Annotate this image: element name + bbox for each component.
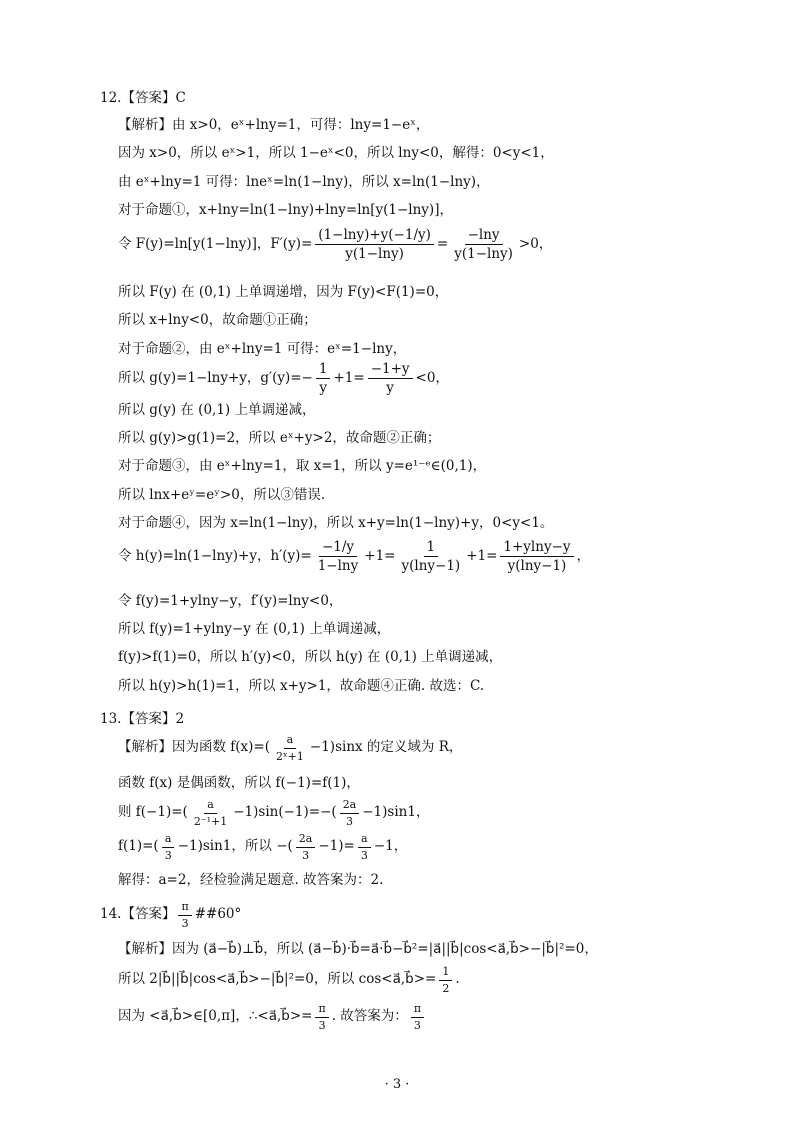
fraction-numerator: 1	[316, 362, 331, 379]
text: 令 h(y)=ln(1−lny)+y，h′(y)=	[118, 547, 312, 564]
fraction	[439, 966, 452, 994]
fraction	[315, 540, 362, 573]
text: 函数 f(x) 是偶函数，所以 f(−1)=f(1)，	[118, 775, 360, 791]
p14-line-2	[118, 966, 460, 994]
answer-text: 14.【答案】	[100, 906, 176, 923]
answer-text: 12.【答案】C	[100, 90, 186, 106]
fraction-denominator: 3	[302, 848, 310, 862]
text: 解得：a=2，经检验满足题意. 故答案为：2.	[118, 872, 384, 888]
p12-line-2	[118, 147, 554, 161]
p12-line-7	[118, 314, 317, 328]
text: .	[455, 971, 460, 988]
fraction-numerator: a	[204, 799, 217, 814]
problem-13-heading	[100, 713, 184, 727]
fraction-numerator: a	[284, 734, 297, 749]
text: 【解析】由 x>0，eˣ+lny=1，可得：lny=1−eˣ，	[118, 117, 430, 133]
fraction-numerator: −lny	[465, 228, 503, 245]
fraction	[368, 362, 413, 395]
fraction	[178, 901, 191, 929]
fraction-denominator: 3	[164, 848, 172, 862]
text: 对于命题④，因为 x=ln(1−lny)，所以 x+y=ln(1−lny)+y，0<y<1。	[118, 515, 554, 531]
text: 因为 <a⃗,b⃗>∈[0,π]，∴<a⃗,b⃗>=	[118, 1008, 313, 1025]
fraction-numerator: −1/y	[319, 540, 357, 557]
text: f(1)=(	[118, 838, 159, 855]
p13-line-5	[118, 874, 383, 888]
text: 因为 x>0，所以 eˣ>1，所以 1−eˣ<0，所以 lny<0，解得：0<y<1，	[118, 145, 554, 161]
fraction	[315, 228, 434, 261]
text: 令 F(y)=ln[y(1−lny)]，F′(y)=	[118, 235, 313, 252]
p12-line-3	[118, 176, 490, 190]
fraction	[296, 833, 316, 861]
fraction-denominator: y(lny−1)	[507, 558, 567, 575]
text: 令 f(y)=1+ylny−y，f′(y)=lny<0，	[118, 593, 343, 609]
fraction	[411, 1003, 424, 1031]
fraction-denominator: 2	[442, 981, 450, 995]
fraction-numerator: π	[178, 901, 191, 916]
fraction-denominator: 3	[360, 848, 368, 862]
text: <0，	[415, 369, 449, 386]
text: −1)sin1，	[362, 804, 430, 821]
p12-line-4	[118, 204, 453, 218]
fraction-denominator: 2ˣ+1	[276, 749, 304, 763]
text: −1)sin(−1)=−(	[233, 804, 337, 821]
p12-line-13	[118, 489, 325, 503]
fraction-denominator: 3	[345, 814, 353, 828]
text: 所以 F(y) 在 (0,1) 上单调递增，因为 F(y)<F(1)=0，	[118, 284, 449, 300]
text: 所以 x+lny<0，故命题①正确；	[118, 312, 317, 328]
p13-line-4	[118, 833, 407, 861]
p12-line-17	[118, 623, 390, 637]
p12-line-1	[118, 119, 429, 133]
fraction-denominator: y(lny−1)	[401, 558, 461, 575]
text: −1，	[373, 838, 408, 855]
p12-line-10	[118, 404, 315, 418]
problem-12-heading	[100, 92, 186, 106]
text: 所以 h(y)>h(1)=1，所以 x+y>1，故命题④正确. 故选：C.	[118, 678, 485, 694]
fraction-numerator: π	[315, 1003, 328, 1018]
text: −1)sin1，所以 −(	[177, 838, 293, 855]
fraction-denominator: 3	[181, 916, 189, 930]
p12-line-14	[118, 517, 553, 531]
text: −1)sinx 的定义域为 R，	[309, 739, 463, 756]
p14-line-1	[118, 943, 598, 957]
text: 由 eˣ+lny=1 可得：lneˣ=ln(1−lny)，所以 x=ln(1−lny)，	[118, 174, 490, 190]
answer-text: 13.【答案】2	[100, 711, 185, 727]
p12-line-11	[118, 432, 440, 446]
answer-text: ##60°	[194, 906, 242, 923]
p13-line-2	[118, 777, 360, 791]
p13-line-1	[118, 734, 462, 762]
fraction-denominator: y(1−lny)	[454, 246, 513, 263]
fraction-numerator: 2a	[296, 833, 316, 848]
fraction-denominator: 3	[318, 1018, 326, 1032]
text: >0，	[518, 235, 553, 252]
p12-line-6	[118, 286, 448, 300]
text: 所以 g(y) 在 (0,1) 上单调递减，	[118, 402, 316, 418]
fraction-numerator: 1+ylny−y	[500, 540, 573, 557]
p12-line-12	[118, 460, 486, 474]
text: 所以 g(y)=1−lny+y，g′(y)=−	[118, 369, 313, 386]
text: 所以 lnx+eʸ=eʸ>0，所以③错误.	[118, 487, 326, 503]
fraction	[316, 362, 331, 395]
problem-14-heading	[100, 901, 241, 929]
fraction	[340, 799, 360, 827]
fraction-denominator: 1−lny	[317, 558, 359, 575]
fraction-numerator: −1+y	[368, 362, 413, 379]
fraction-denominator: y(1−lny)	[345, 246, 404, 263]
fraction-denominator: y	[386, 380, 394, 397]
p12-line-15	[118, 540, 590, 573]
p12-line-8	[118, 343, 406, 357]
fraction-denominator: y	[319, 380, 327, 397]
text: 所以 2|b⃗||b⃗|cos<a⃗,b⃗>−|b⃗|²=0，所以 cos<a⃗,b⃗>=	[118, 971, 437, 988]
text: 【解析】因为 (a⃗−b⃗)⊥b⃗，所以 (a⃗−b⃗)·b⃗=a⃗·b⃗−b⃗²=|a⃗||b⃗|cos<a⃗,b⃗>−|b⃗|²=0，	[118, 941, 598, 957]
text: +1=	[364, 547, 396, 564]
fraction-numerator: 2a	[340, 799, 360, 814]
text: 对于命题③，由 eˣ+lny=1，取 x=1，所以 y=e¹⁻ᵉ∈(0,1)，	[118, 458, 487, 474]
fraction	[191, 799, 230, 827]
fraction-numerator: 1	[439, 966, 452, 981]
text: ，	[576, 547, 591, 564]
text: 【解析】因为函数 f(x)=(	[118, 739, 271, 756]
fraction-denominator: 3	[413, 1018, 421, 1032]
text: 所以 g(y)>g(1)=2，所以 eˣ+y>2，故命题②正确；	[118, 430, 441, 446]
fraction	[358, 833, 371, 861]
fraction	[500, 540, 573, 573]
fraction	[398, 540, 463, 573]
text: +1=	[333, 369, 365, 386]
p12-line-9	[118, 362, 449, 395]
text: 则 f(−1)=(	[118, 804, 188, 821]
fraction	[315, 1003, 328, 1031]
text: =	[436, 235, 449, 252]
text: . 故答案为：	[331, 1008, 408, 1025]
fraction	[451, 228, 516, 261]
text: f(y)>f(1)=0，所以 h′(y)<0，所以 h(y) 在 (0,1) 上单调递减，	[118, 649, 503, 665]
p12-line-18	[118, 651, 502, 665]
p12-line-5	[118, 228, 552, 261]
fraction-numerator: π	[411, 1003, 424, 1018]
page-number: · 3 ·	[384, 1077, 410, 1092]
p12-line-19	[118, 680, 484, 694]
fraction-numerator: 1	[424, 540, 439, 557]
text: 对于命题②，由 eˣ+lny=1 可得：eˣ=1−lny，	[118, 341, 407, 357]
text: 所以 f(y)=1+ylny−y 在 (0,1) 上单调递减，	[118, 621, 391, 637]
fraction	[162, 833, 175, 861]
fraction-numerator: a	[162, 833, 175, 848]
text: −1)=	[318, 838, 355, 855]
p14-line-3	[118, 1003, 427, 1031]
p13-line-3	[118, 799, 429, 827]
fraction-denominator: 2⁻¹+1	[193, 814, 228, 828]
fraction-numerator: (1−lny)+y(−1/y)	[315, 228, 434, 245]
fraction	[273, 734, 307, 762]
p12-line-16	[118, 595, 342, 609]
text: 对于命题①，x+lny=ln(1−lny)+lny=ln[y(1−lny)]，	[118, 202, 453, 218]
text: +1=	[466, 547, 498, 564]
fraction-numerator: a	[358, 833, 371, 848]
